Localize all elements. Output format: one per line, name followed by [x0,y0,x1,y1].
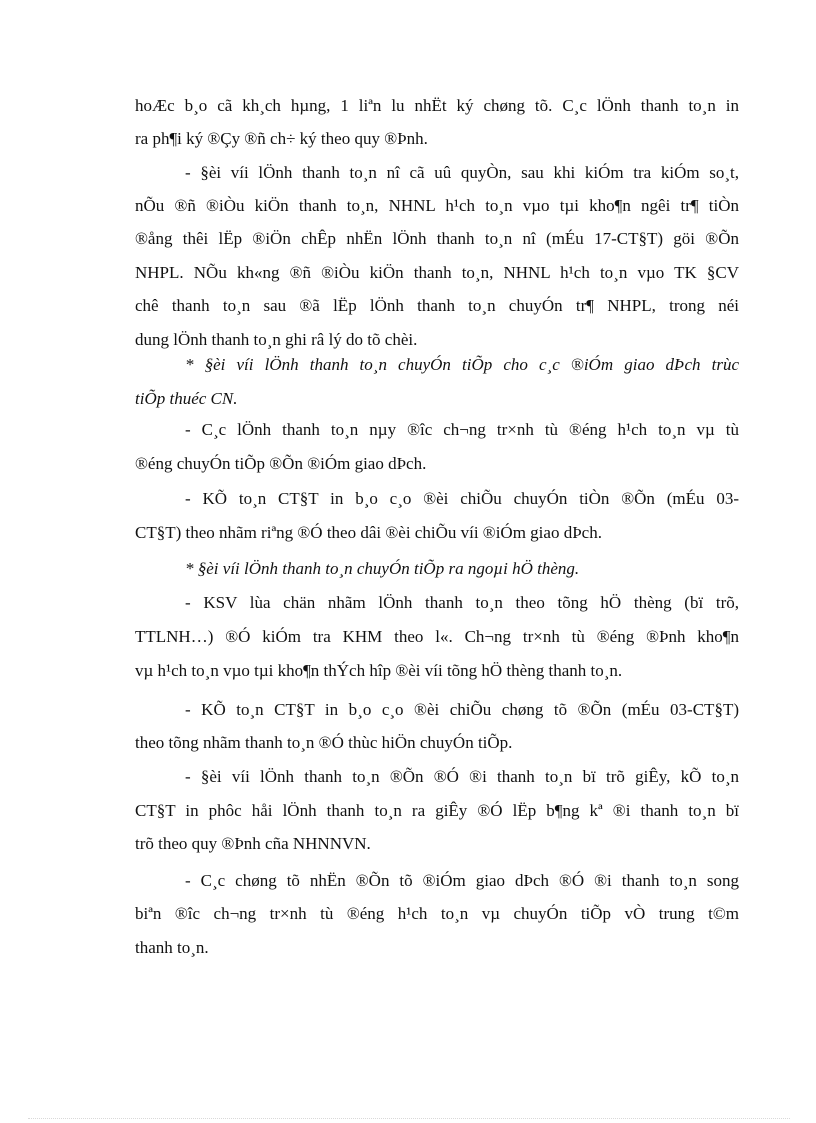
text-line: - KÕ to¸n CT§T in b¸o c¸o ®èi chiÕu chøng tõ ®Õn (mÉu 03-CT§T) [185,700,739,719]
text-line: CT§T) theo nhãm riªng ®Ó theo dâi ®èi chiÕu víi ®iÓm giao dÞch. [135,523,602,542]
text-line: trõ theo quy ®Þnh cña NHNNVN. [135,834,371,853]
text-line: vµ h¹ch to¸n vµo tµi kho¶n thÝch hîp ®èi víi tõng hÖ thèng thanh to¸n. [135,661,623,680]
text-line: chê thanh to¸n sau ®ã lËp lÖnh thanh to¸n chuyÓn tr¶ NHPL, trong néi [135,296,739,315]
text-line: ra ph¶i ký ®Çy ®ñ ch÷ ký theo quy ®Þnh. [135,129,428,148]
text-line: * §èi víi lÖnh thanh to¸n chuyÓn tiÕp ra ngoµi hÖ thèng. [185,559,580,578]
text-line: ®éng chuyÓn tiÕp ®Õn ®iÓm giao dÞch. [135,454,427,473]
text-line: - §èi víi lÖnh thanh to¸n ®Õn ®Ó ®i thanh to¸n bï trõ giÊy, kÕ to¸n [185,767,739,786]
text-line: - §èi víi lÖnh thanh to¸n nî cã uû quyÒn, sau khi kiÓm tra kiÓm so¸t, [185,163,739,182]
text-line: tiÕp thuéc CN. [135,389,238,408]
text-line: * §èi víi lÖnh thanh to¸n chuyÓn tiÕp cho c¸c ®iÓm giao dÞch trùc [185,355,739,374]
text-line: NHPL. NÕu kh«ng ®ñ ®iÒu kiÖn thanh to¸n, NHNL h¹ch to¸n vµo TK §CV [135,263,739,282]
text-line: - C¸c lÖnh thanh to¸n nµy ®îc ch¬ng tr×nh tù ®éng h¹ch to¸n vµ tù [185,420,739,439]
page-bottom-border [28,1118,790,1119]
text-line: CT§T in phôc håi lÖnh thanh to¸n ra giÊy ®Ó lËp b¶ng kª ®i thanh to¸n bï [135,801,739,820]
text-line: theo tõng nhãm thanh to¸n ®Ó thùc hiÖn chuyÓn tiÕp. [135,733,513,752]
text-line: TTLNH…) ®Ó kiÓm tra KHM theo l«. Ch¬ng tr×nh tù ®éng ®Þnh kho¶n [135,627,739,646]
text-line: dung lÖnh thanh to¸n ghi râ lý do tõ chèi. [135,330,418,349]
text-line: ®ång thêi lËp ®iÖn chÊp nhËn lÖnh thanh to¸n nî (mÉu 17-CT§T) göi ®Õn [135,229,739,248]
text-line: biªn ®îc ch¬ng tr×nh tù ®éng h¹ch to¸n vµ chuyÓn tiÕp vÒ trung t©m [135,904,739,923]
text-line: - KÕ to¸n CT§T in b¸o c¸o ®èi chiÕu chuyÓn tiÒn ®Õn (mÉu 03- [185,489,739,508]
text-line: - C¸c chøng tõ nhËn ®Õn tõ ®iÓm giao dÞch ®Ó ®i thanh to¸n song [185,871,739,890]
text-line: nÕu ®ñ ®iÒu kiÖn thanh to¸n, NHNL h¹ch to¸n vµo tµi kho¶n ngêi tr¶ tiÒn [135,196,739,215]
text-line: thanh to¸n. [135,938,209,957]
text-line: - KSV lùa chän nhãm lÖnh thanh to¸n theo tõng hÖ thèng (bï trõ, [185,593,739,612]
text-line: hoÆc b¸o cã kh¸ch hµng, 1 liªn lu nhËt ký chøng tõ. C¸c lÖnh thanh to¸n in [135,96,739,115]
